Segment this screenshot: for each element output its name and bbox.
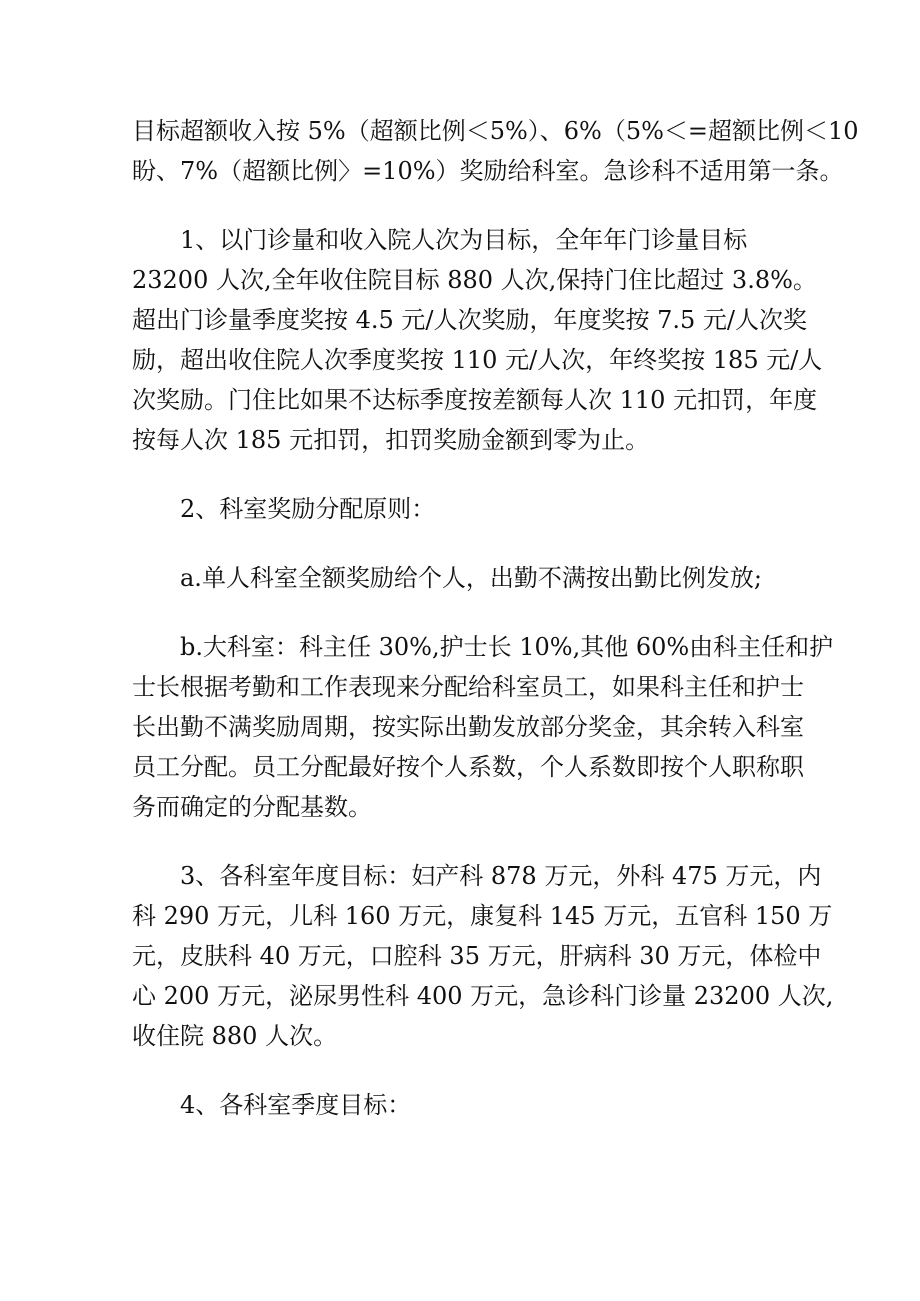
text-line: 23200 人次,全年收住院目标 880 人次,保持门住比超过 3.8%。 <box>132 266 817 294</box>
text-line: a.单人科室全额奖励给个人，出勤不满按出勤比例发放; <box>180 564 763 592</box>
text-line: 心 200 万元，泌尿男性科 400 万元，急诊科门诊量 23200 人次, <box>132 982 834 1010</box>
text-line: 元，皮肤科 40 万元，口腔科 35 万元，肝病科 30 万元，体检中 <box>132 942 822 970</box>
document-body <box>132 111 859 1125</box>
paragraph-item-2-distribution-principle <box>132 489 792 529</box>
text-line: 2、科室奖励分配原则： <box>180 495 436 523</box>
paragraph-item-1-outpatient-target <box>132 220 823 460</box>
text-line: 盼、7%（超额比例〉=10%）奖励给科室。急诊科不适用第一条。 <box>132 157 844 185</box>
paragraph-item-a-single-department <box>132 558 792 598</box>
text-line: b.大科室：科主任 30%,护士长 10%,其他 60%由科主任和护 <box>180 633 834 661</box>
text-line: 务而确定的分配基数。 <box>132 793 372 821</box>
text-line: 士长根据考勤和工作表现来分配给科室员工，如果科主任和护士 <box>132 673 804 701</box>
paragraph-item-3-annual-targets <box>132 856 834 1056</box>
text-line: 次奖励。门住比如果不达标季度按差额每人次 110 元扣罚，年度 <box>132 386 818 414</box>
text-line: 3、各科室年度目标：妇产科 878 万元，外科 475 万元，内 <box>180 862 822 890</box>
text-line: 1、以门诊量和收入院人次为目标，全年年门诊量目标 <box>180 226 748 254</box>
text-line: 科 290 万元，儿科 160 万元，康复科 145 万元，五官科 150 万 <box>132 902 833 930</box>
text-line: 员工分配。员工分配最好按个人系数，个人系数即按个人职称职 <box>132 753 804 781</box>
text-line: 按每人次 185 元扣罚，扣罚奖励金额到零为止。 <box>132 426 650 454</box>
paragraph-item-b-large-department <box>132 627 834 827</box>
text-line: 长出勤不满奖励周期，按实际出勤发放部分奖金，其余转入科室 <box>132 713 804 741</box>
paragraph-item-4-quarterly-targets <box>132 1085 792 1125</box>
text-line: 励，超出收住院人次季度奖按 110 元/人次，年终奖按 185 元/人 <box>132 346 823 374</box>
text-line: 目标超额收入按 5%（超额比例＜5%）、6%（5%＜=超额比例＜10 <box>132 117 859 145</box>
paragraph-excess-income-reward <box>132 111 859 191</box>
text-line: 收住院 880 人次。 <box>132 1022 338 1050</box>
text-line: 超出门诊量季度奖按 4.5 元/人次奖励，年度奖按 7.5 元/人次奖 <box>132 306 808 334</box>
text-line: 4、各科室季度目标： <box>180 1091 412 1119</box>
